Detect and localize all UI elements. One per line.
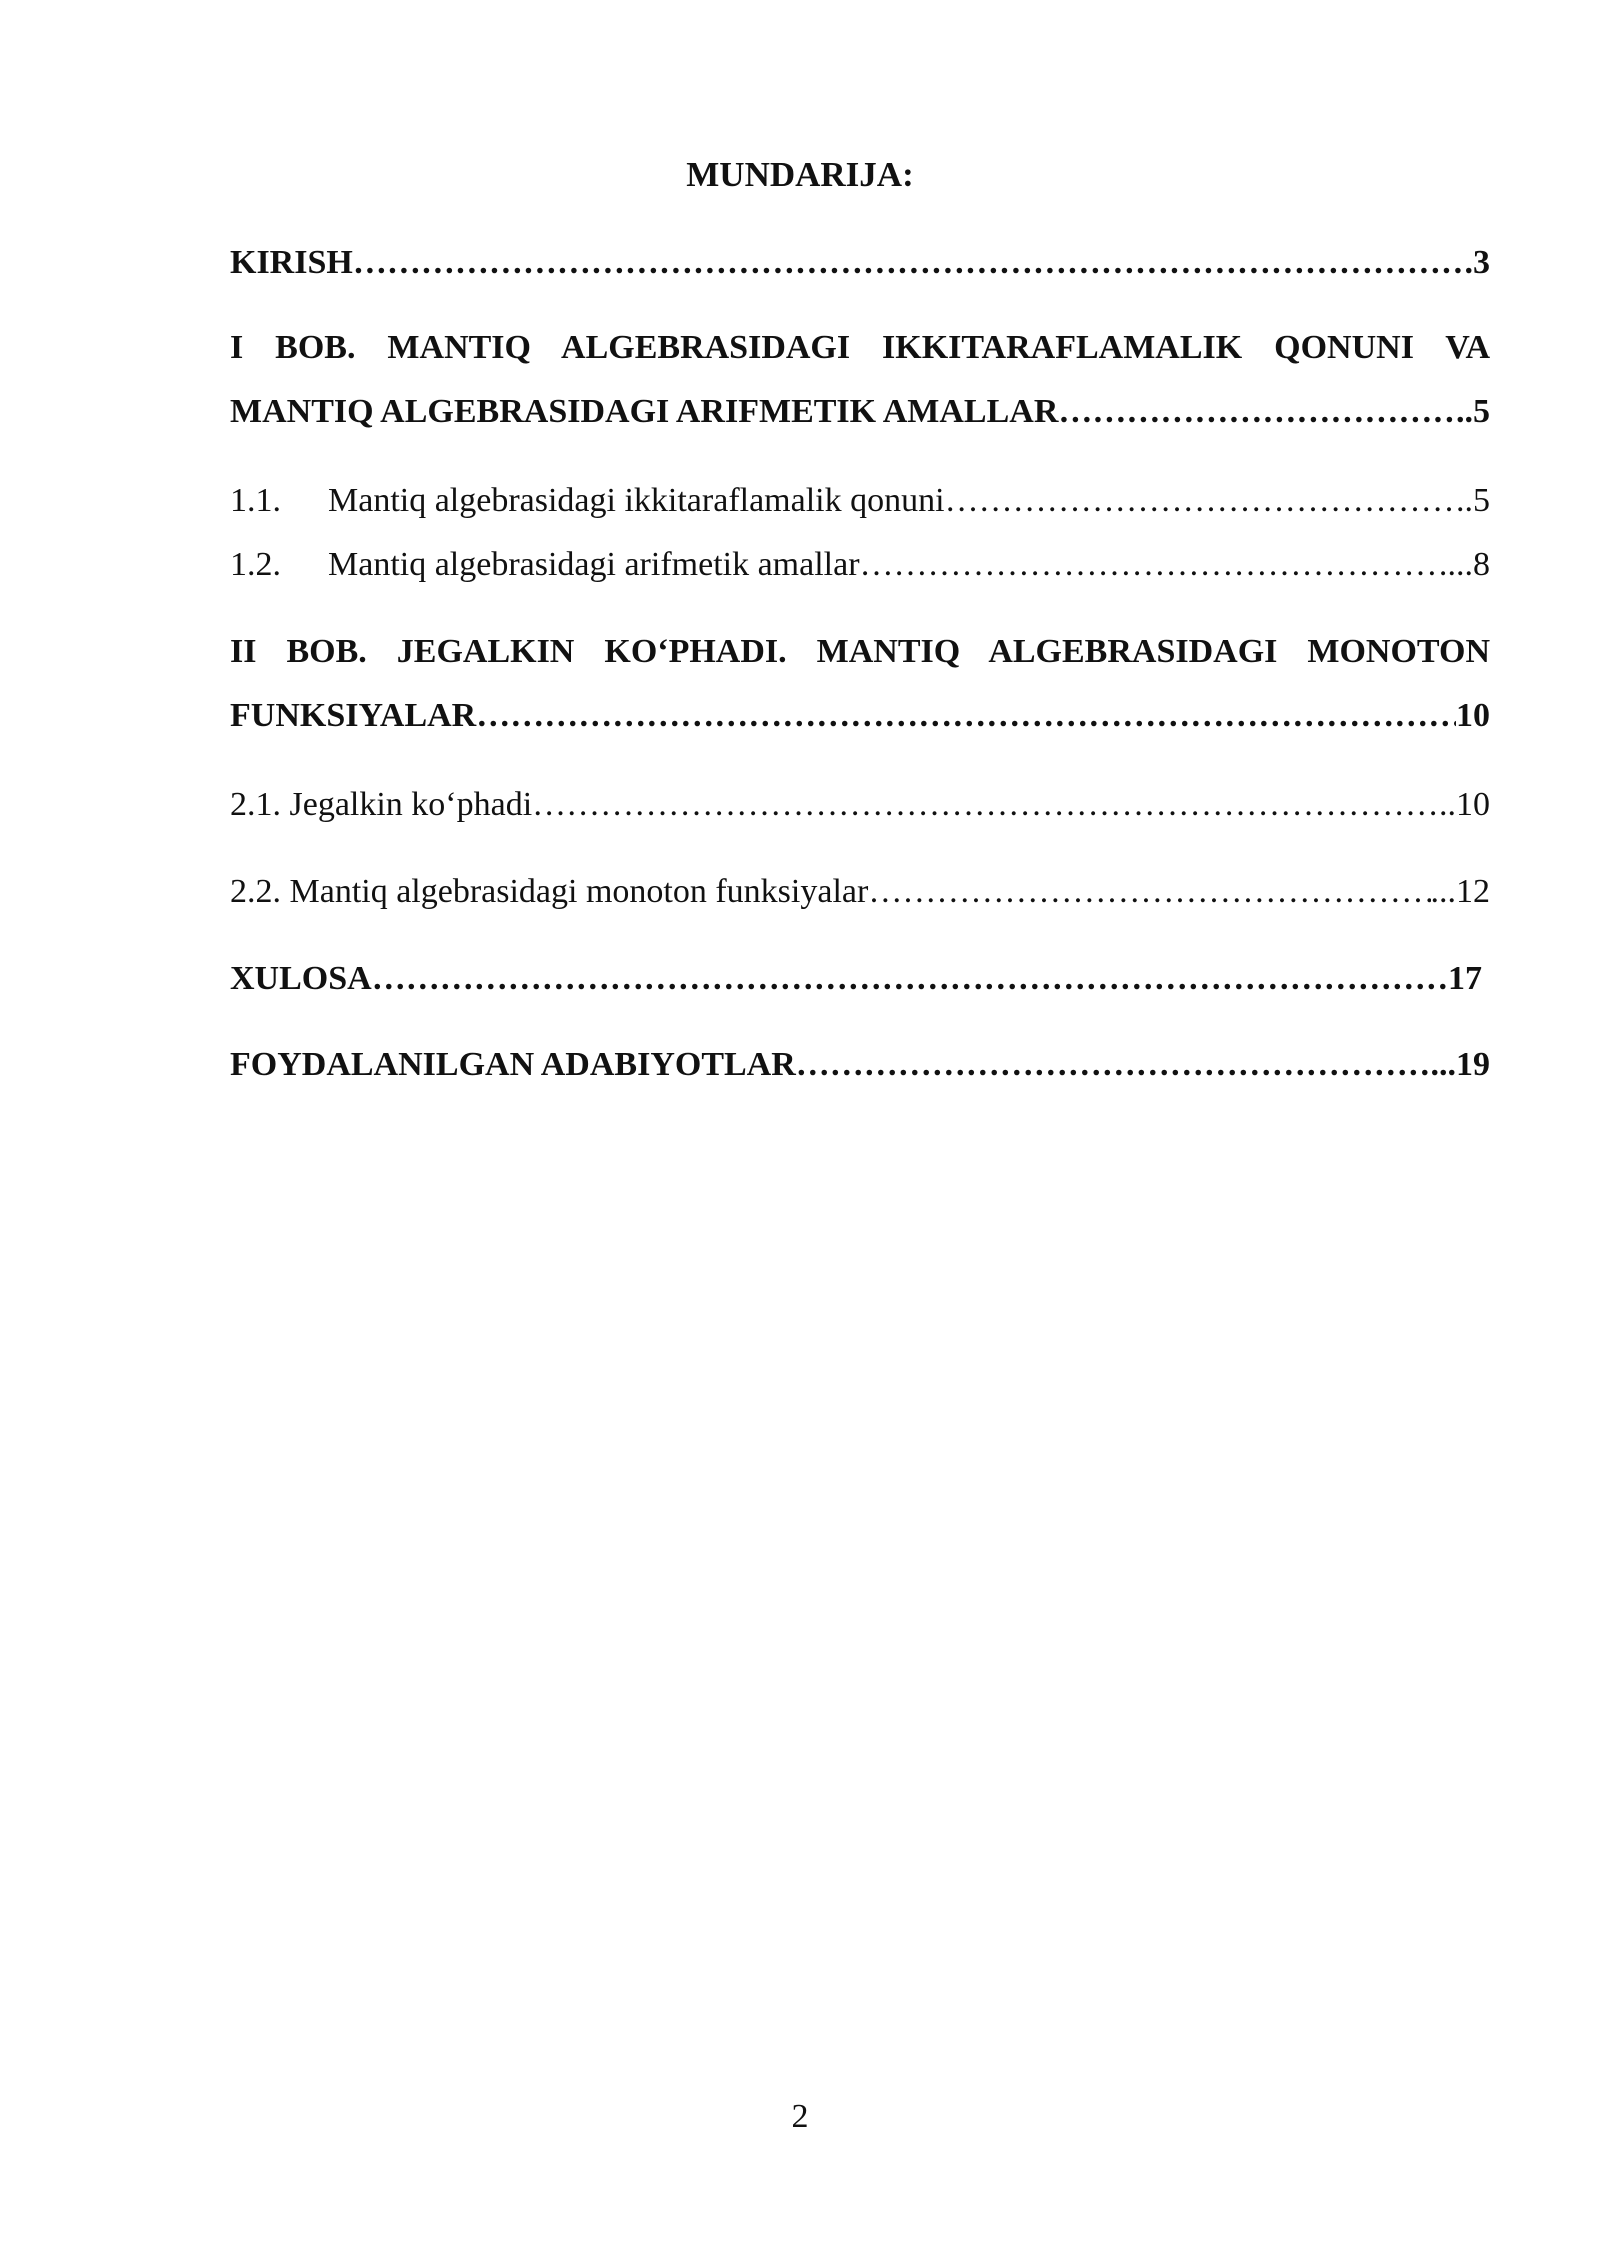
toc-entry-label: XULOSA xyxy=(230,960,372,997)
toc-entry-chapter-1[interactable] xyxy=(230,323,1490,373)
toc-entry-label: KIRISH xyxy=(230,244,353,281)
toc-entry-label: 2.2. Mantiq algebrasidagi monoton funksiyalar xyxy=(230,873,869,910)
toc-entry-label: Mantiq algebrasidagi arifmetik amallar xyxy=(328,546,860,583)
toc-entry-chapter-2[interactable] xyxy=(230,627,1490,677)
toc-section-number: 1.1. xyxy=(230,482,281,519)
toc-entry-label: 2.1. Jegalkin ko‘phadi xyxy=(230,786,533,823)
toc-entry-section-2-2[interactable] xyxy=(230,867,1490,917)
toc-entry-label: Mantiq algebrasidagi ikkitaraflamalik qonuni xyxy=(328,482,945,519)
toc-page-number: ...19 xyxy=(1430,1046,1490,1083)
toc-page-number: 17 xyxy=(1448,960,1482,997)
toc-page-number: ...8 xyxy=(1447,546,1490,583)
toc-chapter-title-line2: MANTIQ ALGEBRASIDAGI ARIFMETIK AMALLAR xyxy=(230,393,1059,430)
toc-chapter-title-line1: II BOB. JEGALKIN KO‘PHADI. MANTIQ ALGEBRASIDAGI MONOTON xyxy=(230,633,1490,670)
toc-section-number: 1.2. xyxy=(230,546,281,583)
toc-page-number: ...12 xyxy=(1430,873,1490,910)
dot-leader xyxy=(476,691,1456,741)
page-number: 2 xyxy=(791,2098,809,2135)
toc-page-number: .3 xyxy=(1464,244,1490,281)
toc-chapter-title-line1: I BOB. MANTIQ ALGEBRASIDAGI IKKITARAFLAMALIK QONUNI VA xyxy=(230,329,1490,366)
toc-entry-section-1-1[interactable] xyxy=(230,476,1490,526)
toc-chapter-title-line2: FUNKSIYALAR xyxy=(230,697,477,734)
toc-entry-chapter-1-line2[interactable] xyxy=(230,387,1490,437)
dot-leader xyxy=(796,1040,1431,1090)
toc-page-number: 10 xyxy=(1456,697,1490,734)
toc-entry-kirish[interactable] xyxy=(230,238,1490,288)
dot-leader xyxy=(372,954,1448,1004)
toc-title: MUNDARIJA: xyxy=(686,155,914,194)
toc-entry-label: FOYDALANILGAN ADABIYOTLAR xyxy=(230,1046,796,1083)
toc-entry-chapter-2-line2[interactable] xyxy=(230,691,1490,741)
toc-entry-xulosa[interactable] xyxy=(230,954,1482,1004)
toc-entry-section-2-1[interactable] xyxy=(230,780,1490,830)
toc-page-number: ..10 xyxy=(1439,786,1490,823)
toc-page-number: .5 xyxy=(1464,482,1490,519)
dot-leader xyxy=(1058,387,1456,437)
dot-leader xyxy=(945,476,1465,526)
dot-leader xyxy=(868,867,1430,917)
dot-leader xyxy=(353,238,1465,288)
toc-entry-references[interactable] xyxy=(230,1040,1490,1090)
toc-entry-section-1-2[interactable] xyxy=(230,540,1490,590)
dot-leader xyxy=(532,780,1439,830)
toc-page-number: ..5 xyxy=(1456,393,1490,430)
dot-leader xyxy=(860,540,1448,590)
